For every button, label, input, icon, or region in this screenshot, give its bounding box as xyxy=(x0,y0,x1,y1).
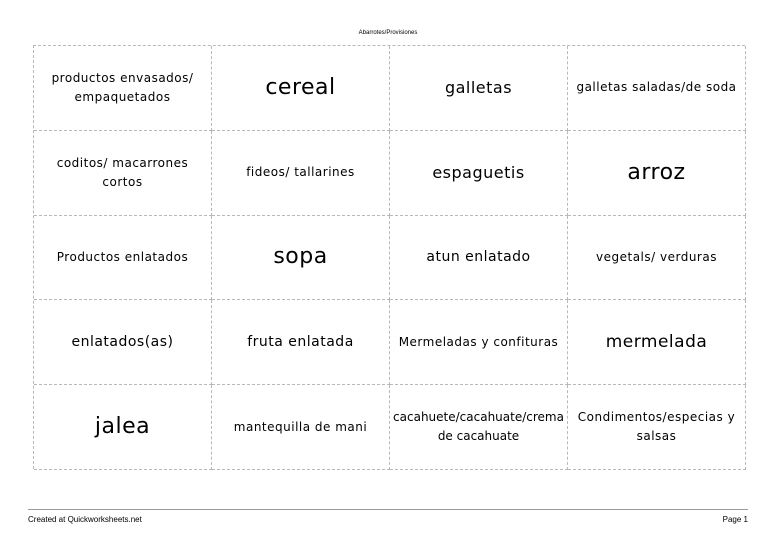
card xyxy=(568,131,746,216)
footer-credit: Created at Quickworksheets.net xyxy=(28,515,142,524)
card-label: vegetals/ verduras xyxy=(596,249,717,264)
card-label: enlatados(as) xyxy=(71,334,174,351)
page-number: Page 1 xyxy=(722,515,748,524)
card-label: jalea xyxy=(94,414,151,440)
page-title: Abarrotes/Provisiones xyxy=(358,30,418,36)
card xyxy=(568,300,746,385)
card-label: productos envasados/ empaquetados xyxy=(51,70,194,104)
card-label: fideos/ tallarines xyxy=(246,165,355,180)
card xyxy=(212,216,390,301)
card-label: espaguetis xyxy=(432,162,525,182)
card xyxy=(390,300,568,385)
card xyxy=(212,46,390,131)
card xyxy=(212,385,390,470)
card-label: sopa xyxy=(273,244,328,270)
card xyxy=(390,216,568,301)
card xyxy=(212,300,390,385)
card-label: Mermeladas y confituras xyxy=(398,334,559,349)
card xyxy=(390,46,568,131)
card-label: atun enlatado xyxy=(426,249,531,266)
card xyxy=(34,385,212,470)
card xyxy=(568,385,746,470)
card xyxy=(34,216,212,301)
card-label: arroz xyxy=(627,159,686,185)
card-label: Productos enlatados xyxy=(56,249,189,264)
card xyxy=(34,300,212,385)
card-label: cacahuete/cacahuate/crema de cacahuate xyxy=(393,410,564,444)
card-label: fruta enlatada xyxy=(247,334,354,351)
card xyxy=(212,131,390,216)
card xyxy=(568,216,746,301)
card-label: Condimentos/especias y salsas xyxy=(577,410,736,444)
card-label: mermelada xyxy=(605,332,708,353)
card-label: cereal xyxy=(265,74,336,100)
card xyxy=(34,46,212,131)
card xyxy=(568,46,746,131)
card xyxy=(390,131,568,216)
footer-divider xyxy=(28,509,748,510)
card xyxy=(34,131,212,216)
card-label: galletas saladas/de soda xyxy=(576,80,737,95)
card-label: mantequilla de mani xyxy=(233,419,368,434)
card-grid xyxy=(33,45,745,469)
card xyxy=(390,385,568,470)
card-label: coditos/ macarrones cortos xyxy=(56,155,189,189)
card-label: galletas xyxy=(444,77,513,97)
